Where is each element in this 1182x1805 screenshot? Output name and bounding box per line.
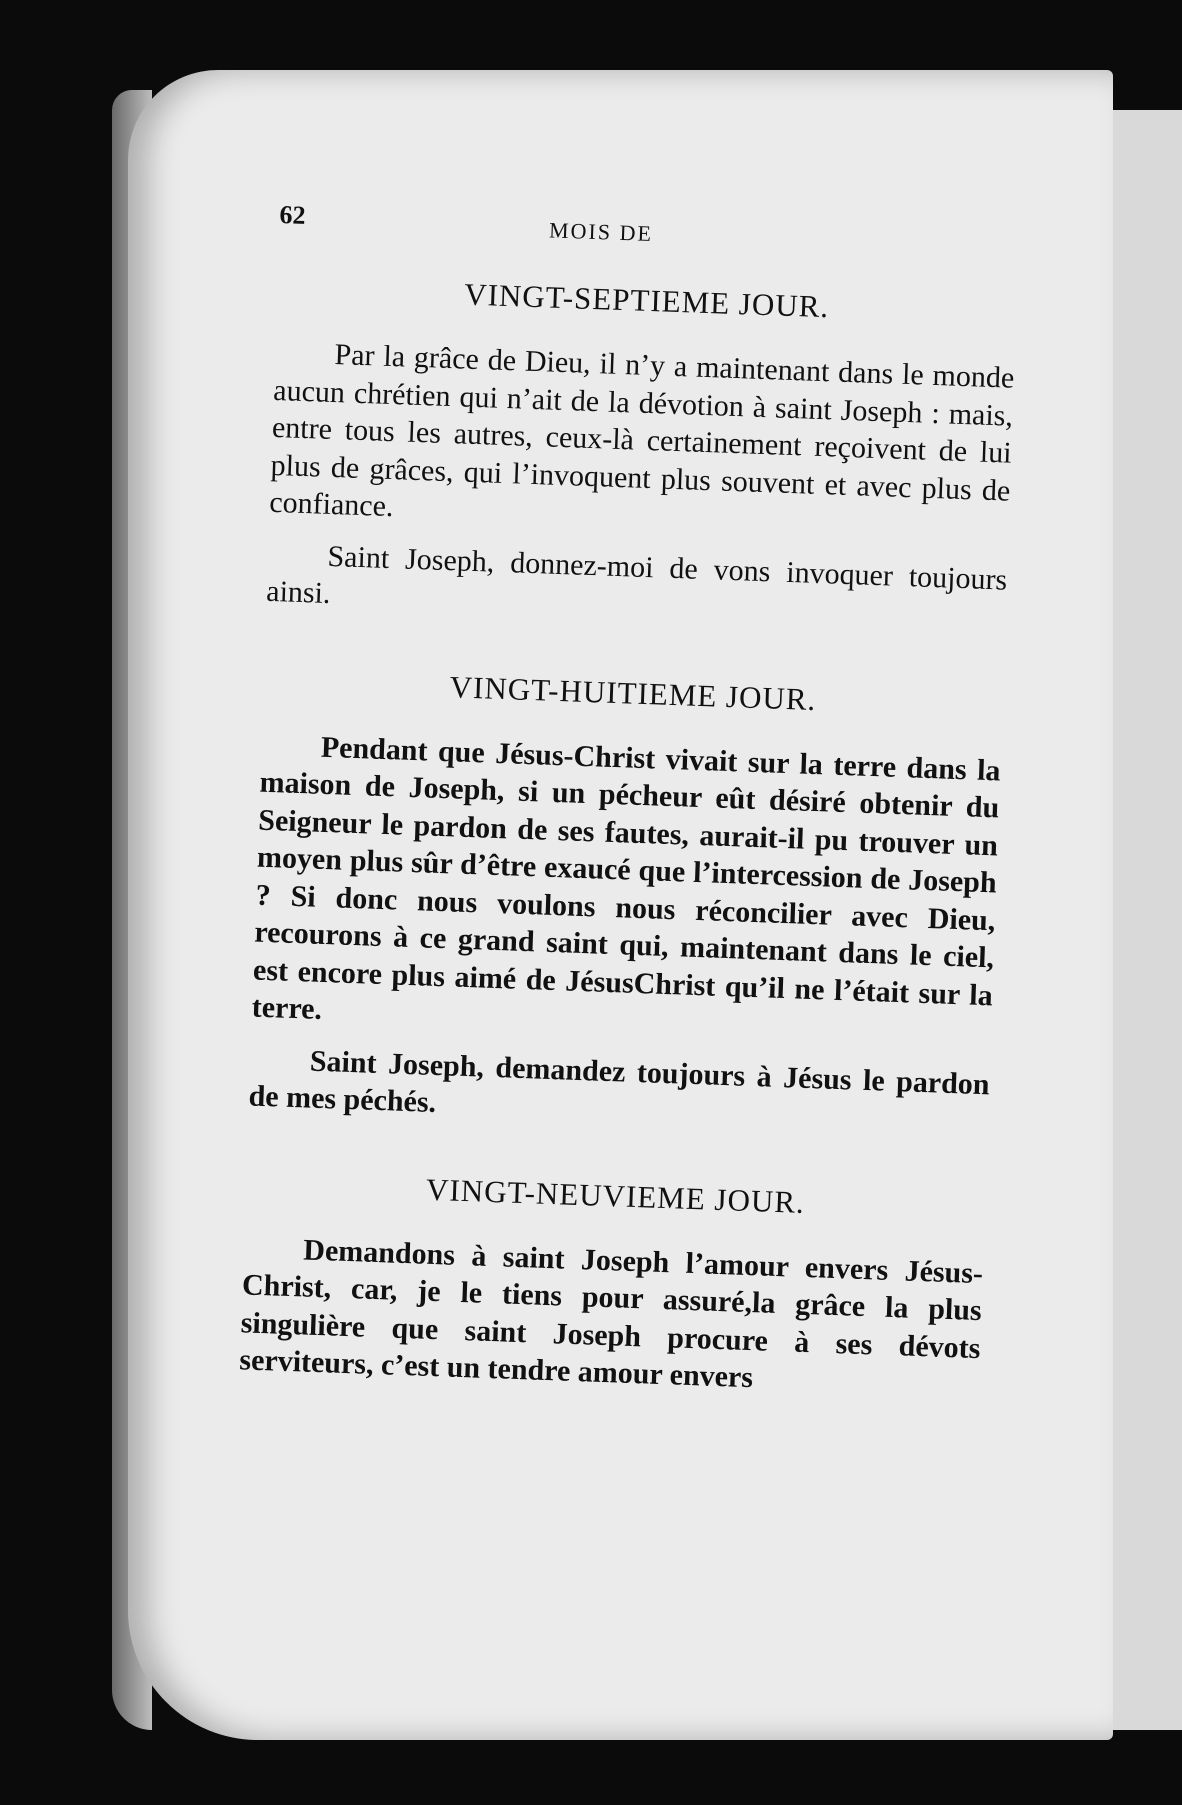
- section-27-paragraph-1: Par la grâce de Dieu, il n’y a maintenant dans le monde aucun chrétien qui n’ait de la dévotion à saint Joseph : mais, entre tous les autres, ceux-là certainement reçoivent de lui plus de grâces, qui l’invoquent plus souvent et avec plus de confiance.: [268, 338, 1015, 524]
- section-title-28: VINGT-HUITIEME JOUR.: [449, 668, 817, 717]
- section-29-paragraph-1: Demandons à saint Joseph l’amour envers Jésus-Christ, car, je le tiens pour assuré,la grâce la plus singulière que saint Joseph procure à ses dévots serviteurs, c’est un tendre amour envers: [238, 1232, 984, 1395]
- page-content: [238, 200, 1019, 1419]
- running-head: MOIS DE: [548, 217, 654, 247]
- section-28-paragraph-1: Pendant que Jésus-Christ vivait sur la terre dans la maison de Joseph, si un pécheur eût désiré obtenir du Seigneur le pardon de ses fautes, aurait-il pu trouver un moyen plus sûr d’être exaucé que l’intercession de Joseph ? Si donc nous voulons nous réconcilier avec Dieu, recourons à ce grand saint qui, maintenant dans le ciel, est encore plus aimé de JésusChrist qu’il ne l’était sur la terre.: [251, 730, 1002, 1026]
- section-28-prayer: Saint Joseph, demandez toujours à Jésus le pardon de mes péchés.: [248, 1044, 991, 1119]
- section-title-27: VINGT-SEPTIEME JOUR.: [463, 276, 830, 325]
- page-number: 62: [278, 200, 306, 230]
- section-title-29: VINGT-NEUVIEME JOUR.: [425, 1171, 806, 1220]
- section-27-prayer: Saint Joseph, donnez-moi de vons invoquer toujours ainsi.: [265, 539, 1008, 610]
